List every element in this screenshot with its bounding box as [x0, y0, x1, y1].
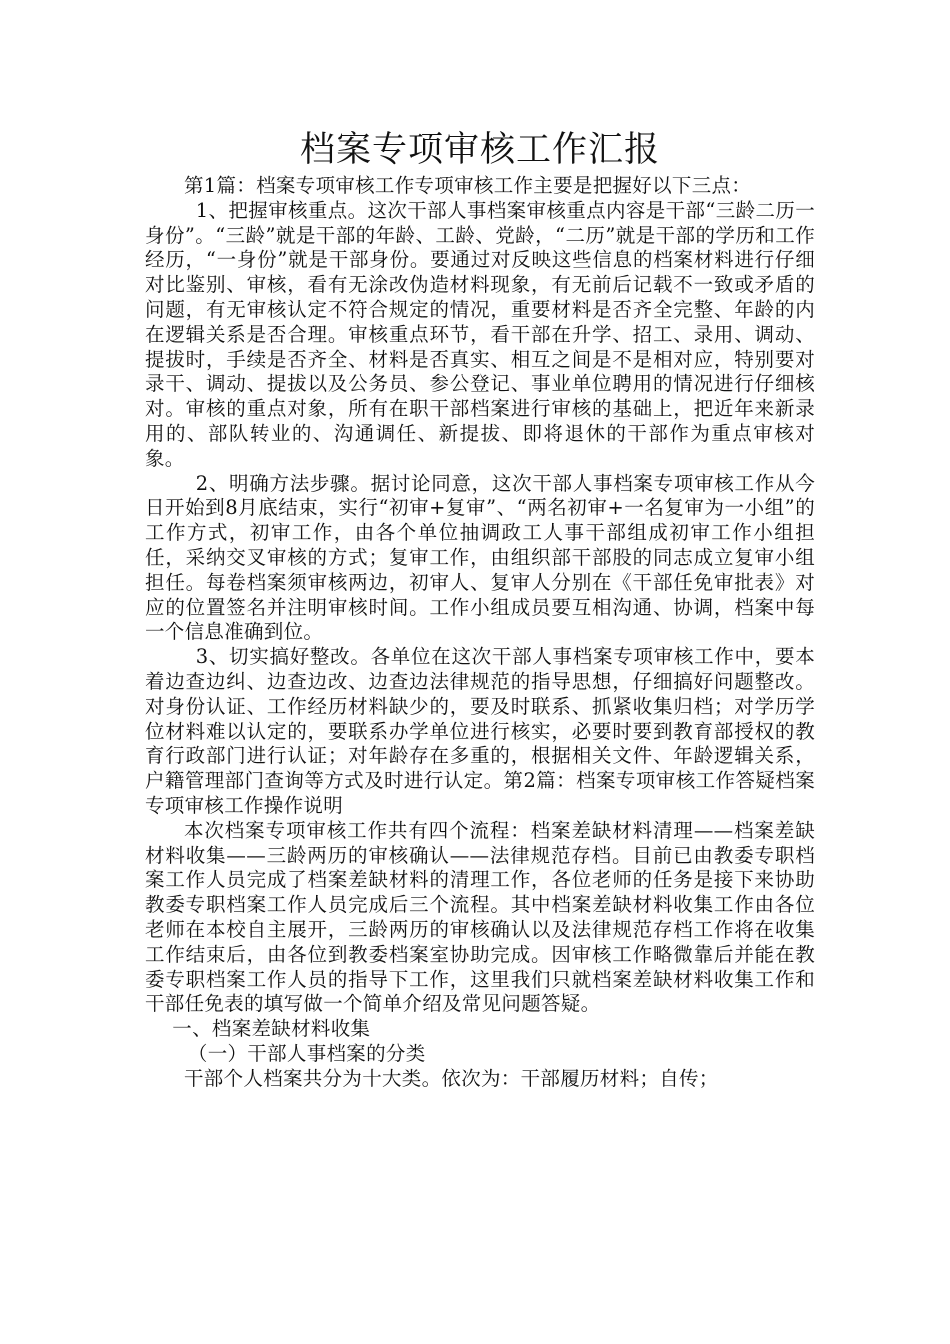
- paragraph-point-1: 1、把握审核重点。这次干部人事档案审核重点内容是干部“三龄二历一身份”。“三龄”就是干部的年龄、工龄、党龄，“二历”就是干部的学历和工作经历，“一身份”就是干部身份。要通过对反映这些信息的档案材料进行仔细对比鉴别、审核，看有无涂改伪造材料现象，有无前后记载不一致或矛盾的问题，有无审核认定不符合规定的情况，重要材料是否齐全完整、年龄的内在逻辑关系是否合理。审核重点环节，看干部在升学、招工、录用、调动、提拔时，手续是否齐全、材料是否真实、相互之间是不是相对应，特别要对录干、调动、提拔以及公务员、参公登记、事业单位聘用的情况进行仔细核对。审核的重点对象，所有在职干部档案进行审核的基础上，把近年来新录用的、部队转业的、沟通调任、新提拔、即将退休的干部作为重点审核对象。: [145, 198, 815, 470]
- paragraph-workflow: 本次档案专项审核工作共有四个流程：档案差缺材料清理——档案差缺材料收集——三龄两历的审核确认——法律规范存档。目前已由教委专职档案工作人员完成了档案差缺材料的清理工作，各位老师的任务是接下来协助教委专职档案工作人员完成后三个流程。其中档案差缺材料收集工作由各位老师在本校自主展开，三龄两历的审核确认以及法律规范存档工作将在收集工作结束后，由各位到教委档案室协助完成。因审核工作略微靠后并能在教委专职档案工作人员的指导下工作，这里我们只就档案差缺材料收集工作和干部任免表的填写做一个简单介绍及常见问题答疑。: [145, 818, 815, 1016]
- document-page: [145, 128, 815, 1091]
- paragraph-classification: 干部个人档案共分为十大类。依次为：干部履历材料；自传；: [184, 1066, 719, 1090]
- paragraph-point-3: 3、切实搞好整改。各单位在这次干部人事档案专项审核工作中，要本着边查边纠、边查边改、边查边法律规范的指导思想，仔细搞好问题整改。对身份认证、工作经历材料缺少的，要及时联系、抓紧收集归档；对学历学位材料难以认定的，要联系办学单位进行核实，必要时要到教育部授权的教育行政部门进行认证；对年龄存在多重的，根据相关文件、年龄逻辑关系，户籍管理部门查询等方式及时进行认定。第2篇：档案专项审核工作答疑档案专项审核工作操作说明: [145, 645, 815, 817]
- subsection-heading: （一）干部人事档案的分类: [187, 1041, 426, 1065]
- paragraph-intro: 第1篇：档案专项审核工作专项审核工作主要是把握好以下三点：: [184, 174, 752, 197]
- paragraph-point-2: 2、明确方法步骤。据讨论同意，这次干部人事档案专项审核工作从今日开始到8月底结束，实行“初审+复审”、“两名初审+一名复审为一小组”的工作方式，初审工作，由各个单位抽调政工人事干部组成初审工作小组担任，采纳交叉审核的方式；复审工作，由组织部干部股的同志成立复审小组担任。每卷档案须审核两边，初审人、复审人分别在《干部任免审批表》对应的位置签名并注明审核时间。工作小组成员要互相沟通、协调，档案中每一个信息准确到位。: [145, 471, 815, 644]
- section-heading: 一、档案差缺材料收集: [172, 1017, 371, 1041]
- document-title: 档案专项审核工作汇报: [299, 130, 660, 170]
